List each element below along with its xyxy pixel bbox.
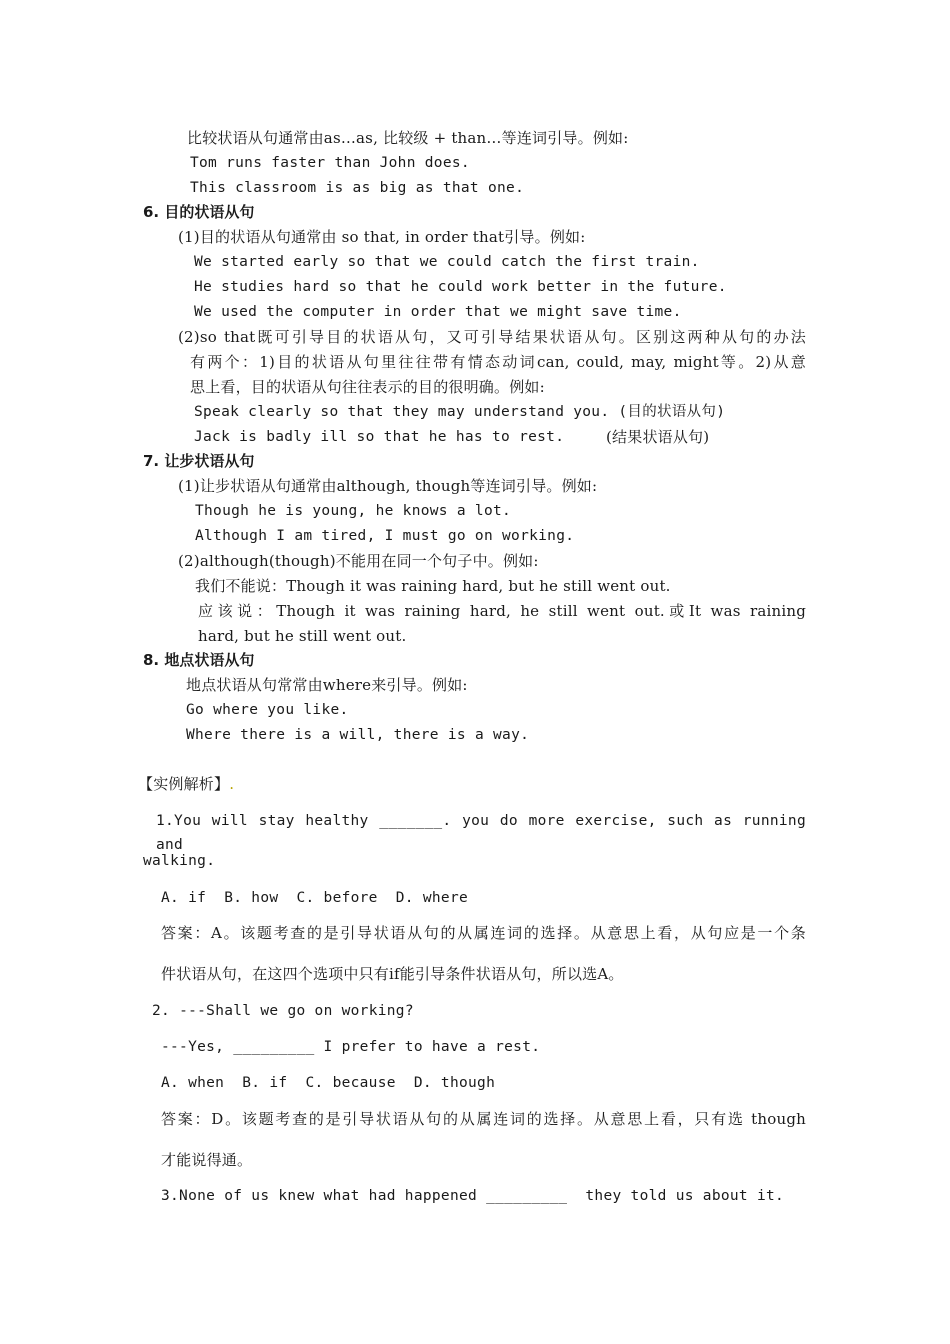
example-sentence: We used the computer in order that we might save time. bbox=[194, 304, 682, 320]
example-sentence: Though he is young, he knows a lot. bbox=[195, 503, 512, 519]
section-heading-place: 8. 地点状语从句 bbox=[143, 651, 255, 669]
paragraph: 有两个：1)目的状语从句里往往带有情态动词can, could, may, might等。2)从意 bbox=[190, 353, 806, 371]
examples-heading-text: 【实例解析】 bbox=[138, 775, 230, 793]
example-sentence: 我们不能说：Though it was raining hard, but he still went out. bbox=[195, 577, 671, 595]
answer-2-cont: 才能说得通。 bbox=[161, 1151, 253, 1169]
example-sentence: Tom runs faster than John does. bbox=[190, 155, 470, 171]
question-1-options: A. if B. how C. before D. where bbox=[161, 890, 469, 906]
question-1: 1.You will stay healthy _______. you do more exercise, such as running and bbox=[156, 813, 806, 853]
paragraph: (2)although(though)不能用在同一个句子中。例如: bbox=[178, 552, 539, 570]
question-2: 2. ---Shall we go on working? bbox=[152, 1003, 414, 1019]
example-note: (结果状语从句) bbox=[606, 428, 710, 446]
example-sentence: Although I am tired, I must go on working. bbox=[195, 528, 575, 544]
example-sentence: Go where you like. bbox=[186, 702, 349, 718]
example-sentence: We started early so that we could catch the first train. bbox=[194, 254, 700, 270]
example-sentence: This classroom is as big as that one. bbox=[190, 180, 525, 196]
example-sentence: hard, but he still went out. bbox=[198, 627, 407, 645]
question-2-options: A. when B. if C. because D. though bbox=[161, 1075, 496, 1091]
example-sentence: He studies hard so that he could work better in the future. bbox=[194, 279, 727, 295]
heading-dot: . bbox=[229, 775, 235, 793]
example-sentence: Jack is badly ill so that he has to rest. bbox=[194, 429, 565, 445]
section-heading-purpose: 6. 目的状语从句 bbox=[143, 203, 255, 221]
intro-line: 比较状语从句通常由as…as, 比较级 + than…等连词引导。例如: bbox=[187, 129, 629, 147]
section-heading-concession: 7. 让步状语从句 bbox=[143, 452, 255, 470]
paragraph: (1)让步状语从句通常由although, though等连词引导。例如: bbox=[178, 477, 598, 495]
answer-1: 答案：A。该题考查的是引导状语从句的从属连词的选择。从意思上看，从句应是一个条 bbox=[161, 924, 806, 942]
question-1-cont: walking. bbox=[143, 853, 216, 869]
answer-1-cont: 件状语从句，在这四个选项中只有if能引导条件状语从句，所以选A。 bbox=[161, 965, 624, 983]
answer-2: 答案：D。该题考查的是引导状语从句的从属连词的选择。从意思上看，只有选 though bbox=[161, 1110, 806, 1128]
example-sentence: Where there is a will, there is a way. bbox=[186, 727, 530, 743]
paragraph: 地点状语从句常常由where来引导。例如: bbox=[186, 676, 468, 694]
paragraph: 思上看，目的状语从句往往表示的目的很明确。例如: bbox=[190, 378, 545, 396]
paragraph: (1)目的状语从句通常由 so that, in order that引导。例如: bbox=[178, 228, 586, 246]
example-sentence: 应该说：Though it was raining hard, he still went out.或It was raining bbox=[198, 602, 806, 620]
example-sentence: Speak clearly so that they may understand you. (目的状语从句) bbox=[194, 404, 726, 420]
question-2-cont: ---Yes, _________ I prefer to have a rest. bbox=[161, 1039, 541, 1055]
examples-heading bbox=[138, 772, 234, 796]
question-3: 3.None of us knew what had happened _________ they told us about it. bbox=[161, 1188, 785, 1204]
paragraph: (2)so that既可引导目的状语从句，又可引导结果状语从句。区别这两种从句的办法 bbox=[178, 328, 806, 346]
